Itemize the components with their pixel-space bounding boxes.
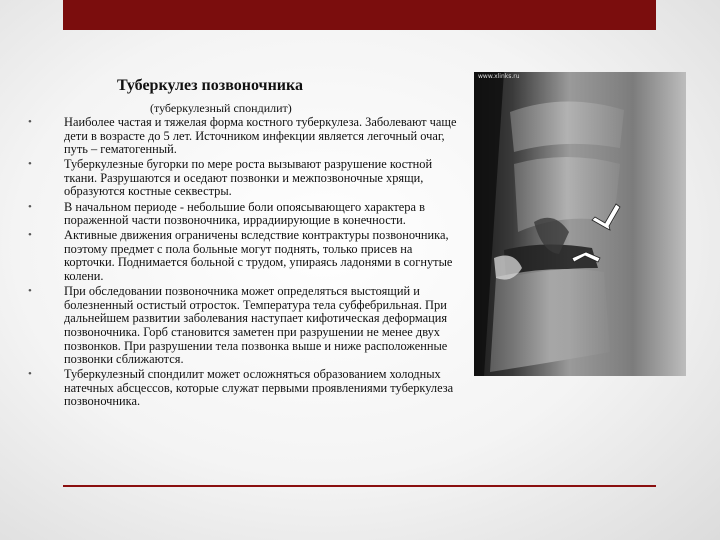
bullet-item: • Туберкулезный спондилит может осложняться образованием холодных натечных абсцессов, которые служат первыми проявлениями туберкулеза позвоночника. <box>28 368 458 409</box>
bullet-list <box>28 116 458 410</box>
page-subtitle: (туберкулезный спондилит) <box>150 101 292 115</box>
bottom-divider <box>63 485 656 487</box>
bullet-item: • При обследовании позвоночника может определяться выстоящий и болезненный остистый отросток. Температура тела субфебрильная. При дальнейшем развитии заболевания наступает кифотическая деформация позвоночника. Горб становится заметен при разрушении не менее двух позвонков. При разрушении тела позвонка выше и ниже расположенные позвонки сближаются. <box>28 285 458 367</box>
xray-drawing <box>474 72 686 376</box>
bullet-item: • Активные движения ограничены вследствие контрактуры позвоночника, поэтому предмет с пола больные могут поднять, только присев на корточки. Поднимается больной с трудом, упираясь ладонями в согнутые колени. <box>28 229 458 283</box>
bullet-item: • Наиболее частая и тяжелая форма костного туберкулеза. Заболевают чаще дети в возрасте до 5 лет. Источником инфекции является легочный очаг, путь – гематогенный. <box>28 116 458 157</box>
spine-xray-image <box>474 72 686 376</box>
bullet-item: • В начальном периоде - небольшие боли опоясывающего характера в пораженной части позвоночника, иррадиирующие в конечности. <box>28 201 458 228</box>
top-accent-bar <box>63 0 656 30</box>
page-title: Туберкулез позвоночника <box>117 77 303 94</box>
image-watermark: www.xlinks.ru <box>478 73 520 80</box>
bullet-item: • Туберкулезные бугорки по мере роста вызывают разрушение костной ткани. Разрушаются и оседают позвонки и межпозвоночные хрящи, образуются костные секвестры. <box>28 158 458 199</box>
